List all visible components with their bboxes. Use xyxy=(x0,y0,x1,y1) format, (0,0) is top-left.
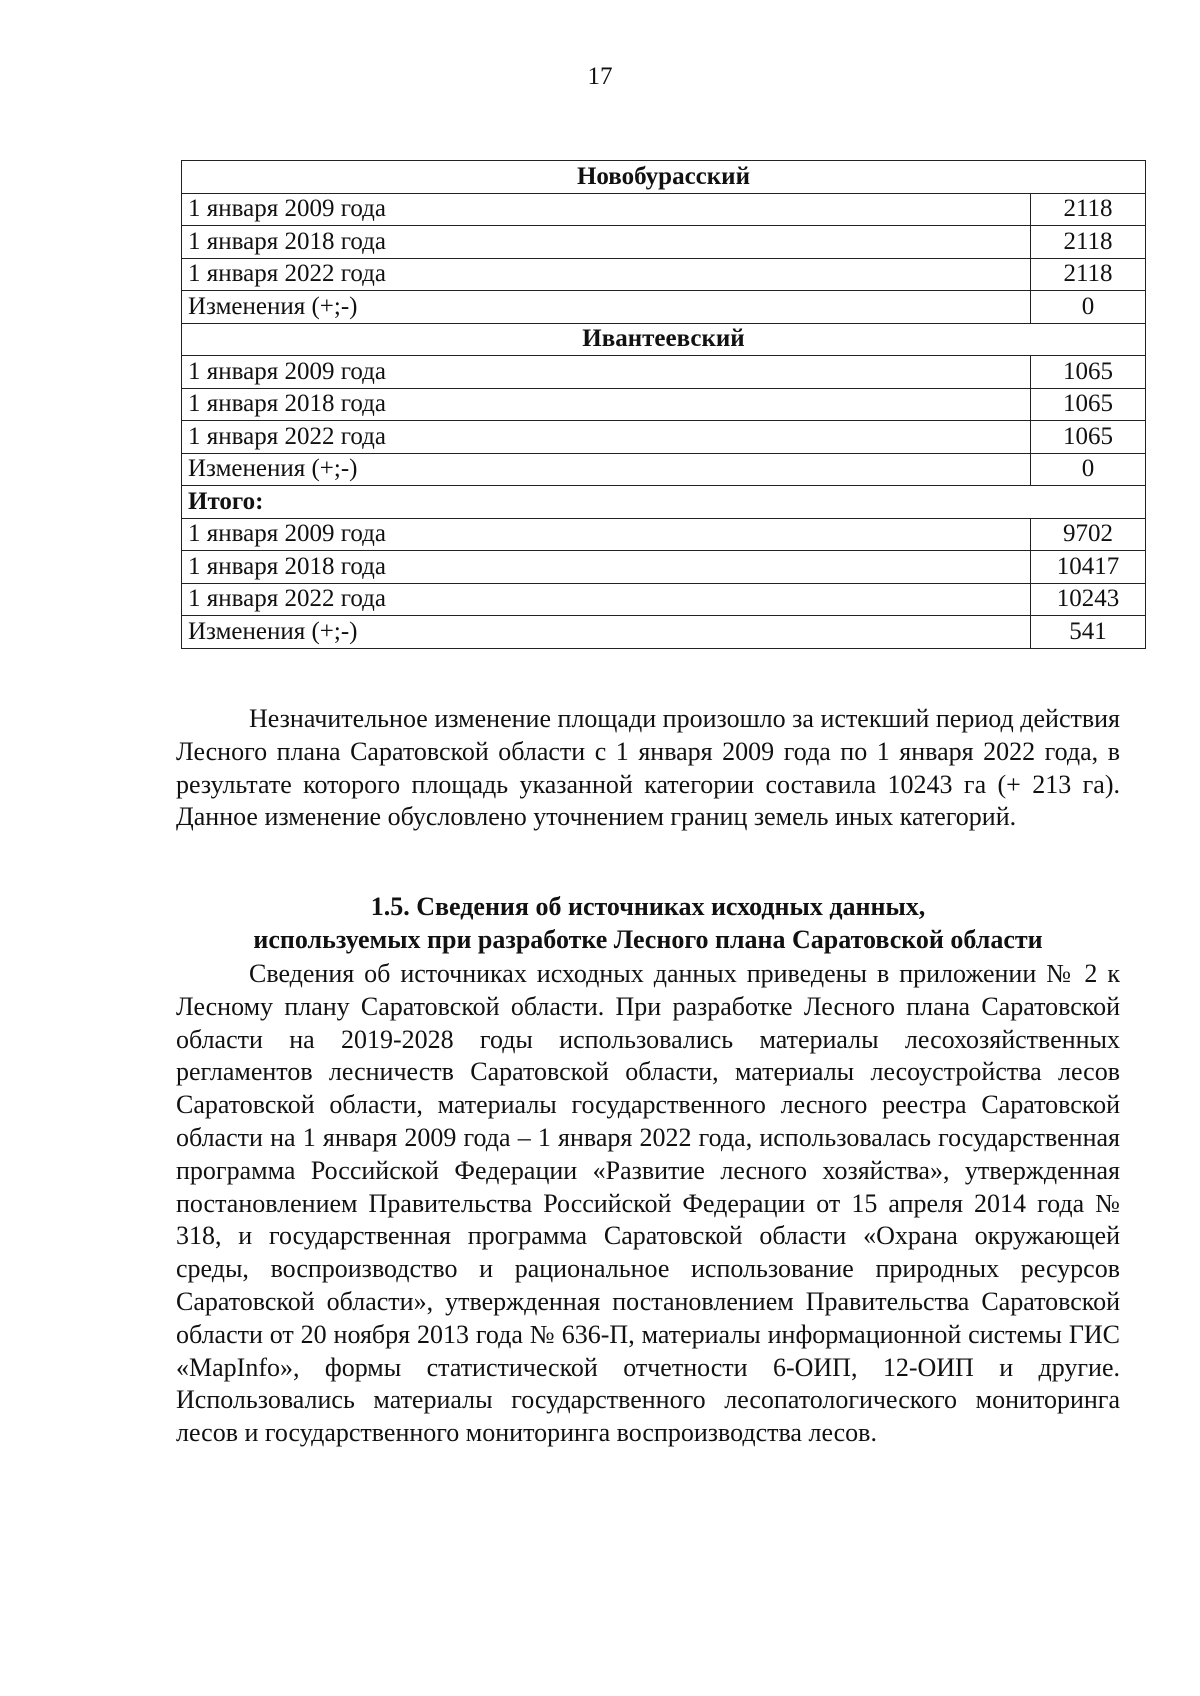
table-row xyxy=(182,453,1146,486)
row-value: 2118 xyxy=(1030,226,1145,259)
row-value: 2118 xyxy=(1030,193,1145,226)
paragraph-text: Незначительное изменение площади произошло за истекший период действия Лесного плана Саратовской области с 1 января 2009 года по 1 января 2022 года, в результате которого площадь указанной категории составила 10243 га (+ 213 га). Данное изменение обусловлено уточнением границ земель иных категорий. xyxy=(176,704,1120,832)
row-value: 1065 xyxy=(1030,356,1145,389)
section-heading-line-2: используемых при разработке Лесного плана Саратовской области xyxy=(253,925,1043,954)
row-label: 1 января 2009 года xyxy=(182,518,1031,551)
row-label: 1 января 2018 года xyxy=(182,388,1031,421)
page-number: 17 xyxy=(587,63,613,90)
table-row xyxy=(182,193,1146,226)
row-value: 541 xyxy=(1030,616,1145,649)
row-value: 0 xyxy=(1030,291,1145,324)
section-heading-line-1: 1.5. Сведения об источниках исходных данных, xyxy=(370,892,926,921)
section-title-ivanteevsky: Ивантеевский xyxy=(182,323,1146,356)
table-row xyxy=(182,291,1146,324)
table-row xyxy=(182,356,1146,389)
row-label: Изменения (+;-) xyxy=(182,291,1031,324)
row-label: 1 января 2022 года xyxy=(182,258,1031,291)
row-label: 1 января 2018 года xyxy=(182,551,1031,584)
row-value: 10417 xyxy=(1030,551,1145,584)
row-value: 0 xyxy=(1030,453,1145,486)
row-value: 9702 xyxy=(1030,518,1145,551)
table-row xyxy=(182,226,1146,259)
row-value: 10243 xyxy=(1030,583,1145,616)
table-section-header xyxy=(182,323,1146,356)
section-heading xyxy=(176,890,1120,956)
row-label: 1 января 2009 года xyxy=(182,193,1031,226)
table-row xyxy=(182,388,1146,421)
forest-area-table xyxy=(181,160,1146,649)
table-row xyxy=(182,518,1146,551)
row-label: 1 января 2022 года xyxy=(182,421,1031,454)
table-row xyxy=(182,616,1146,649)
row-label: 1 января 2009 года xyxy=(182,356,1031,389)
table-section-header xyxy=(182,161,1146,194)
section-title-novoburassky: Новобурасский xyxy=(182,161,1146,194)
table-row xyxy=(182,258,1146,291)
row-value: 2118 xyxy=(1030,258,1145,291)
table-section-header xyxy=(182,486,1146,519)
row-label: 1 января 2018 года xyxy=(182,226,1031,259)
section-title-total: Итого: xyxy=(182,486,1146,519)
paragraph-text: Сведения об источниках исходных данных приведены в приложении № 2 к Лесному плану Саратовской области. При разработке Лесного плана Саратовской области на 2019-2028 годы использовались материалы лесохозяйственных регламентов лесничеств Саратовской области, материалы лесоустройства лесов Саратовской области, материалы государственного лесного реестра Саратовской области на 1 января 2009 года – 1 января 2022 года, использовалась государственная программа Российской Федерации «Развитие лесного хозяйства», утвержденная постановлением Правительства Российской Федерации от 15 апреля 2014 года № 318, и государственная программа Саратовской области «Охрана окружающей среды, воспроизводство и рациональное использование природных ресурсов Саратовской области», утвержденная постановлением Правительства Саратовской области от 20 ноября 2013 года № 636-П, материалы информационной системы ГИС «MapInfo», формы статистической отчетности 6-ОИП, 12-ОИП и другие. Использовались материалы государственного лесопатологического мониторинга лесов и государственного мониторинга воспроизводства лесов. xyxy=(176,959,1120,1448)
sources-paragraph xyxy=(176,958,1120,1450)
area-change-paragraph xyxy=(176,703,1120,834)
table-row xyxy=(182,421,1146,454)
table-row xyxy=(182,583,1146,616)
table-row xyxy=(182,551,1146,584)
row-label: Изменения (+;-) xyxy=(182,616,1031,649)
row-value: 1065 xyxy=(1030,421,1145,454)
row-value: 1065 xyxy=(1030,388,1145,421)
row-label: Изменения (+;-) xyxy=(182,453,1031,486)
row-label: 1 января 2022 года xyxy=(182,583,1031,616)
